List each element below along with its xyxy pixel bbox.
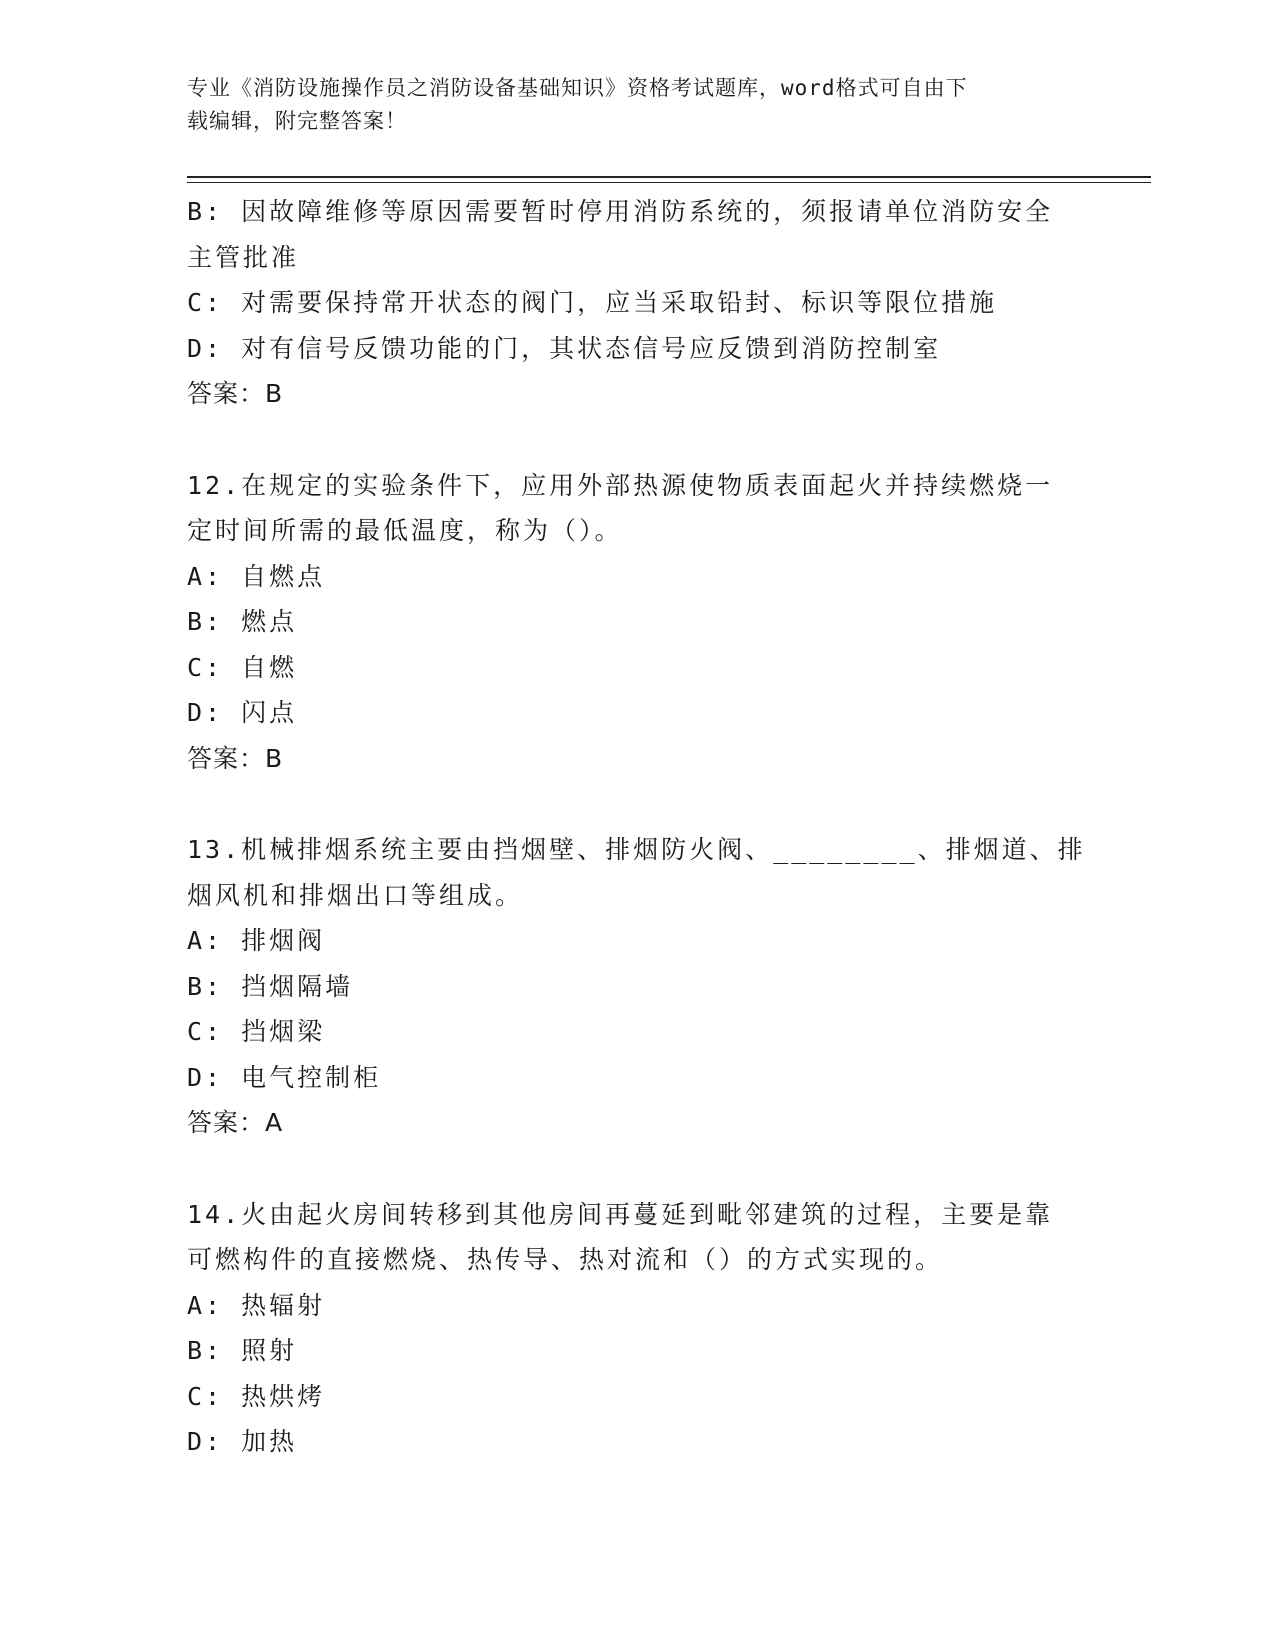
spacer: [187, 781, 1087, 827]
question-13: [187, 827, 1087, 1146]
option-a: A: 热辐射: [187, 1290, 326, 1320]
question-11-tail: [187, 189, 1087, 417]
question-text-line-1: 13.机械排烟系统主要由挡烟壁、排烟防火阀、________、排烟道、排: [187, 835, 1086, 864]
question-text-line-2: 烟风机和排烟出口等组成。: [187, 880, 524, 910]
option-a: A: 排烟阀: [187, 926, 326, 955]
option-d: D: 对有信号反馈功能的门，其状态信号应反馈到消防控制室: [187, 333, 942, 363]
option-b: B: 因故障维修等原因需要暂时停用消防系统的，须报请单位消防安全: [187, 197, 1054, 226]
document-header: [187, 72, 1087, 138]
spacer: [187, 1146, 1087, 1192]
option-d: D: 加热: [187, 1427, 298, 1456]
question-12: [187, 463, 1087, 782]
question-content: [187, 189, 1087, 1465]
option-b-continued: 主管批准: [187, 242, 300, 272]
question-text-line-2: 可燃构件的直接燃烧、热传导、热对流和（）的方式实现的。: [187, 1245, 944, 1274]
question-text-line-1: 14.火由起火房间转移到其他房间再蔓延到毗邻建筑的过程，主要是靠: [187, 1199, 1054, 1229]
option-d: D: 闪点: [187, 698, 298, 727]
option-c: C: 挡烟梁: [187, 1017, 326, 1046]
header-line-1: 专业《消防设施操作员之消防设备基础知识》资格考试题库，word格式可自由下: [187, 76, 968, 100]
answer: 答案：B: [187, 379, 284, 408]
header-divider-thin: [187, 182, 1151, 183]
option-b: B: 挡烟隔墙: [187, 971, 354, 1001]
spacer: [187, 417, 1087, 463]
option-d: D: 电气控制柜: [187, 1062, 382, 1092]
question-text-line-1: 12.在规定的实验条件下，应用外部热源使物质表面起火并持续燃烧一: [187, 470, 1054, 500]
option-c: C: 自燃: [187, 652, 298, 682]
header-line-2: 载编辑，附完整答案！: [187, 109, 407, 133]
option-a: A: 自燃点: [187, 561, 326, 591]
question-14: [187, 1192, 1087, 1465]
answer: 答案：A: [187, 1108, 284, 1137]
option-c: C: 对需要保持常开状态的阀门，应当采取铅封、标识等限位措施: [187, 288, 998, 317]
question-text-line-2: 定时间所需的最低温度，称为（）。: [187, 516, 623, 545]
option-b: B: 照射: [187, 1336, 298, 1365]
option-c: C: 热烘烤: [187, 1381, 326, 1411]
answer: 答案：B: [187, 743, 284, 773]
header-divider-thick: [187, 176, 1151, 178]
option-b: B: 燃点: [187, 607, 298, 636]
